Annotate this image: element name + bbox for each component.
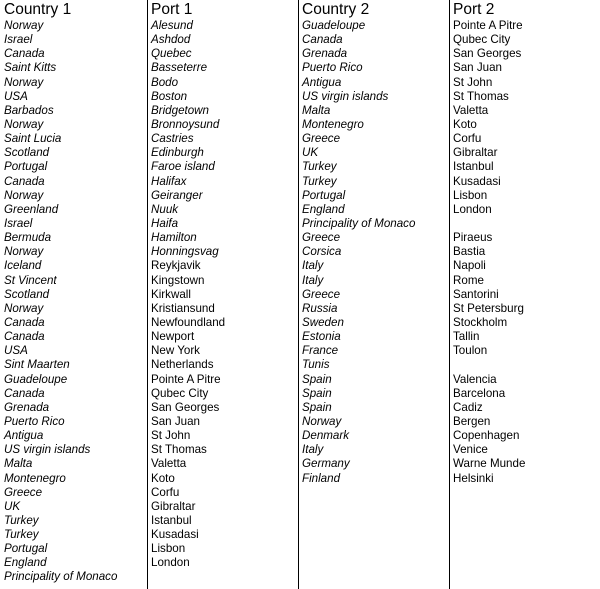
- port-2-item: St John: [453, 75, 493, 89]
- port-2-item: Stockholm: [453, 315, 508, 329]
- port-2-item: Napoli: [453, 259, 486, 273]
- country-2-item: Italy: [302, 259, 324, 273]
- port-2-item: Cadiz: [453, 400, 483, 414]
- port-1-item: St John: [151, 429, 191, 443]
- port-1-item: Bodo: [151, 75, 179, 89]
- country-2-item: Grenada: [302, 47, 348, 61]
- port-2-item: Pointe A Pitre: [453, 19, 523, 32]
- country-1-item: Saint Lucia: [4, 132, 62, 146]
- port-1-item: Ashdod: [151, 33, 191, 47]
- country-2-list: [302, 19, 415, 486]
- country-2-item: Canada: [302, 33, 343, 47]
- port-1-item: St Thomas: [151, 443, 207, 457]
- country-1-item: Bermuda: [4, 231, 52, 245]
- country-1-item: USA: [4, 89, 28, 103]
- list-spacer: [453, 217, 525, 231]
- country-2-item: Spain: [302, 400, 332, 414]
- country-2-item: Italy: [302, 273, 324, 287]
- port-2-item: Barcelona: [453, 386, 506, 400]
- country-1-item: Turkey: [4, 528, 39, 542]
- port-1-item: Edinburgh: [151, 146, 204, 160]
- port-2-item: Santorini: [453, 287, 499, 301]
- port-1-item: Nuuk: [151, 202, 179, 216]
- column-port-1: [147, 0, 298, 589]
- country-2-item: Corsica: [302, 245, 342, 259]
- column-header-country-2: Country 2: [302, 1, 370, 18]
- country-1-item: Israel: [4, 216, 33, 230]
- country-2-item: Turkey: [302, 174, 337, 188]
- country-1-item: Greenland: [4, 202, 59, 216]
- port-1-item: Lisbon: [151, 542, 186, 556]
- port-1-item: Bridgetown: [151, 103, 210, 117]
- port-1-item: San Juan: [151, 414, 200, 428]
- port-1-item: Hamilton: [151, 231, 197, 245]
- column-port-2: [449, 0, 600, 589]
- country-1-item: Scotland: [4, 287, 50, 301]
- country-2-item: Greece: [302, 132, 341, 146]
- country-1-item: Grenada: [4, 400, 50, 414]
- column-country-2: [298, 0, 449, 589]
- country-2-item: Greece: [302, 231, 341, 245]
- port-1-item: Newport: [151, 330, 195, 344]
- country-1-item: St Vincent: [4, 273, 57, 287]
- port-1-item: Istanbul: [151, 513, 192, 527]
- country-1-item: Norway: [4, 245, 44, 259]
- country-2-item: UK: [302, 146, 319, 160]
- port-2-item: Bastia: [453, 245, 486, 259]
- country-1-item: Greece: [4, 485, 43, 499]
- country-1-item: UK: [4, 499, 21, 513]
- port-2-item: Qubec City: [453, 33, 511, 47]
- column-country-1: [0, 0, 147, 589]
- port-2-item: Piraeus: [453, 231, 493, 245]
- port-1-item: Halifax: [151, 174, 187, 188]
- country-2-item: US virgin islands: [302, 89, 389, 103]
- port-2-item: Kusadasi: [453, 174, 501, 188]
- country-2-item: Portugal: [302, 188, 346, 202]
- port-2-item: Koto: [453, 117, 477, 131]
- port-2-item: Toulon: [453, 344, 488, 358]
- country-1-item: Montenegro: [4, 471, 66, 485]
- country-2-item: Finland: [302, 471, 341, 485]
- country-1-item: Principality of Monaco: [4, 570, 118, 584]
- country-2-item: Germany: [302, 457, 350, 471]
- port-1-item: Reykjavik: [151, 259, 201, 273]
- port-1-item: Basseterre: [151, 61, 208, 75]
- country-1-item: Puerto Rico: [4, 414, 65, 428]
- country-1-item: Norway: [4, 117, 44, 131]
- port-1-item: Koto: [151, 471, 175, 485]
- port-1-item: Haifa: [151, 216, 179, 230]
- port-1-item: London: [151, 556, 190, 570]
- country-1-item: England: [4, 556, 47, 570]
- port-2-item: Valencia: [453, 372, 497, 386]
- port-2-item: St Petersburg: [453, 301, 524, 315]
- port-1-item: Valetta: [151, 457, 187, 471]
- port-1-item: Kirkwall: [151, 287, 191, 301]
- country-1-list: [4, 19, 117, 585]
- country-1-item: Sint Maarten: [4, 358, 70, 372]
- port-1-item: New York: [151, 344, 200, 358]
- country-1-item: Canada: [4, 386, 45, 400]
- country-1-item: Israel: [4, 33, 33, 47]
- port-1-item: Castries: [151, 132, 194, 146]
- port-2-item: Warne Munde: [453, 457, 526, 471]
- country-2-item: Norway: [302, 414, 342, 428]
- country-2-item: Italy: [302, 443, 324, 457]
- port-1-item: Pointe A Pitre: [151, 372, 221, 386]
- country-2-item: Tunis: [302, 358, 330, 372]
- country-2-item: Turkey: [302, 160, 337, 174]
- port-1-item: Faroe island: [151, 160, 215, 174]
- country-1-item: Canada: [4, 315, 45, 329]
- port-2-list: [453, 19, 525, 486]
- country-1-item: Norway: [4, 75, 44, 89]
- country-2-item: Spain: [302, 372, 332, 386]
- port-1-item: Alesund: [151, 19, 193, 32]
- country-1-item: Saint Kitts: [4, 61, 57, 75]
- port-1-item: Kristiansund: [151, 301, 215, 315]
- country-1-item: Portugal: [4, 160, 48, 174]
- port-2-item: Helsinki: [453, 471, 494, 485]
- country-1-item: Guadeloupe: [4, 372, 68, 386]
- country-2-item: Estonia: [302, 330, 341, 344]
- column-header-country-1: Country 1: [4, 1, 72, 18]
- country-2-item: Spain: [302, 386, 332, 400]
- port-1-item: Corfu: [151, 485, 180, 499]
- port-1-item: Newfoundland: [151, 315, 226, 329]
- port-1-item: Honningsvag: [151, 245, 219, 259]
- country-2-item: Malta: [302, 103, 331, 117]
- port-2-item: Rome: [453, 273, 484, 287]
- country-1-item: Canada: [4, 47, 45, 61]
- port-2-item: St Thomas: [453, 89, 509, 103]
- column-header-port-2: Port 2: [453, 1, 495, 18]
- country-1-item: Norway: [4, 301, 44, 315]
- port-1-item: Bronnoysund: [151, 117, 220, 131]
- country-1-item: Iceland: [4, 259, 42, 273]
- country-1-item: Turkey: [4, 513, 39, 527]
- country-1-item: Antigua: [4, 429, 44, 443]
- port-2-item: Istanbul: [453, 160, 494, 174]
- port-1-item: Qubec City: [151, 386, 209, 400]
- port-1-item: Kusadasi: [151, 528, 199, 542]
- country-2-item: England: [302, 202, 345, 216]
- port-1-item: Gibraltar: [151, 499, 196, 513]
- country-1-item: Portugal: [4, 542, 48, 556]
- country-1-item: Norway: [4, 19, 44, 32]
- country-1-item: US virgin islands: [4, 443, 91, 457]
- column-header-port-1: Port 1: [151, 1, 193, 18]
- country-2-item: Guadeloupe: [302, 19, 366, 32]
- port-2-item: San Juan: [453, 61, 502, 75]
- country-2-item: Montenegro: [302, 117, 364, 131]
- port-2-item: Corfu: [453, 132, 482, 146]
- country-1-item: Scotland: [4, 146, 50, 160]
- country-1-item: Malta: [4, 457, 33, 471]
- port-2-item: London: [453, 202, 492, 216]
- port-1-item: Geiranger: [151, 188, 203, 202]
- port-1-item: Boston: [151, 89, 188, 103]
- country-1-item: Canada: [4, 174, 45, 188]
- port-2-item: Gibraltar: [453, 146, 498, 160]
- port-2-item: Valetta: [453, 103, 489, 117]
- country-1-item: USA: [4, 344, 28, 358]
- port-2-item: Lisbon: [453, 188, 488, 202]
- port-2-item: Bergen: [453, 414, 491, 428]
- country-2-item: Antigua: [302, 75, 342, 89]
- port-2-item: San Georges: [453, 47, 522, 61]
- port-2-item: Tallin: [453, 330, 480, 344]
- port-1-item: Kingstown: [151, 273, 205, 287]
- port-1-list: [151, 19, 225, 570]
- country-1-item: Barbados: [4, 103, 54, 117]
- country-2-item: Sweden: [302, 315, 344, 329]
- country-2-item: Greece: [302, 287, 341, 301]
- country-2-item: Russia: [302, 301, 338, 315]
- port-1-item: Netherlands: [151, 358, 214, 372]
- country-1-item: Canada: [4, 330, 45, 344]
- list-spacer: [453, 358, 525, 372]
- country-2-item: Principality of Monaco: [302, 216, 416, 230]
- port-2-item: Venice: [453, 443, 488, 457]
- port-2-item: Copenhagen: [453, 429, 520, 443]
- port-1-item: Quebec: [151, 47, 192, 61]
- country-2-item: Puerto Rico: [302, 61, 363, 75]
- country-2-item: France: [302, 344, 339, 358]
- country-1-item: Norway: [4, 188, 44, 202]
- port-1-item: San Georges: [151, 400, 220, 414]
- country-2-item: Denmark: [302, 429, 350, 443]
